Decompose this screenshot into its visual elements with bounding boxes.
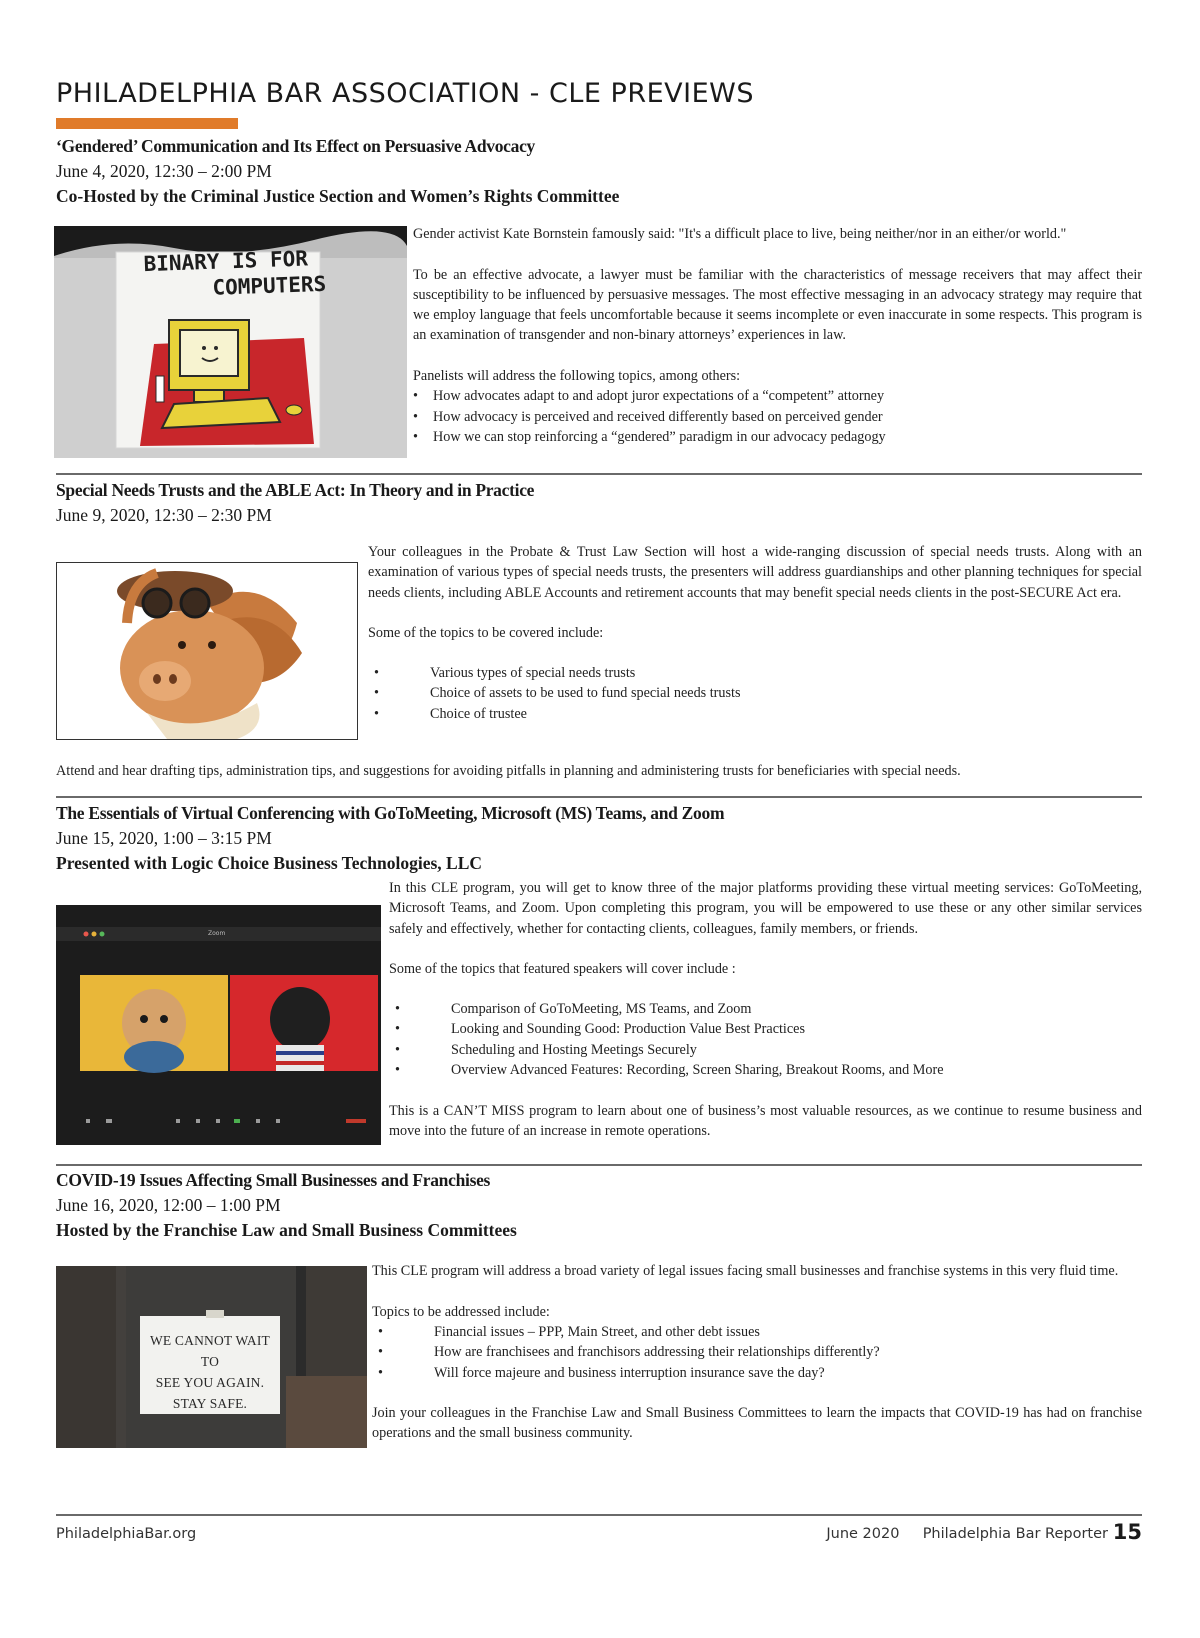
list-item: • Looking and Sounding Good: Production Value Best Practices [395,1021,805,1038]
event-3-date: June 15, 2020, 1:00 – 3:15 PM [56,828,272,848]
event-1-title: ‘Gendered’ Communication and Its Effect on Persuasive Advocacy [56,136,535,156]
section-divider [56,796,1142,798]
page [56,0,1142,1638]
zoom-call-photo [56,905,381,1145]
list-item: • Choice of trustee [374,705,527,722]
event-2-header [56,478,534,528]
zoom-window-title: Zoom [208,930,226,937]
event-1-host: Co-Hosted by the Criminal Justice Section and Women’s Rights Committee [56,186,620,206]
list-item: • Scheduling and Hosting Meetings Securely [395,1041,697,1058]
event-2-date: June 9, 2020, 12:30 – 2:30 PM [56,505,272,525]
footer-publication [826,1526,1108,1542]
list-item: • Overview Advanced Features: Recording, Screen Sharing, Breakout Rooms, and More [395,1061,944,1078]
list-item: • Choice of assets to be used to fund special needs trusts [374,685,741,702]
flying-pig-photo [56,562,358,740]
event-4-date: June 16, 2020, 12:00 – 1:00 PM [56,1195,281,1215]
page-number: 15 [1112,1520,1142,1544]
event-3-description [389,878,1142,979]
list-item: • How are franchisees and franchisors addressing their relationships differently? [378,1344,880,1361]
list-item: • How we can stop reinforcing a “gendered” paradigm in our advocacy pedagogy [413,428,886,445]
event-4-closing: Join your colleagues in the Franchise Law and Small Business Committees to learn the impacts that COVID-19 has had on franchise operations and the small business community. [372,1405,1142,1442]
event-2-description [368,542,1142,643]
event-1-paragraph: Panelists will address the following topics, among others: [413,368,741,385]
list-item: • Will force majeure and business interruption insurance save the day? [378,1364,825,1381]
event-3-paragraph: In this CLE program, you will get to know three of the major platforms providing these virtual meeting services: GoToMeeting, Microsoft Teams, and Zoom. Upon completing this program, you will be empowered to use these or any other similar services safely and effectively, whether for contacting clients, colleagues, family members, or friends. [389,880,1142,937]
footer-site-link[interactable]: PhiladelphiaBar.org [56,1526,197,1542]
title-accent-bar [56,118,238,129]
footer-issue: June 2020 [826,1526,900,1542]
event-1-description [413,224,1142,447]
list-item: • Financial issues – PPP, Main Street, and other debt issues [378,1324,760,1340]
event-4-paragraph: This CLE program will address a broad variety of legal issues facing small businesses and franchise systems in this very fluid time. [372,1263,1119,1279]
photo-sign-text: WE CANNOT WAIT TO SEE YOU AGAIN. STAY SAFE. [149,1333,271,1411]
event-3-host: Presented with Logic Choice Business Technologies, LLC [56,853,483,873]
event-4-title: COVID-19 Issues Affecting Small Businesses and Franchises [56,1170,491,1190]
event-1-date: June 4, 2020, 12:30 – 2:00 PM [56,161,272,181]
page-title: PHILADELPHIA BAR ASSOCIATION - CLE PREVIEWS [56,78,754,109]
binary-computers-photo [54,226,407,458]
section-divider [56,473,1142,475]
event-4-header [56,1168,517,1243]
event-2-paragraph: Your colleagues in the Probate & Trust Law Section will host a wide-ranging discussion of special needs trusts. Along with an examination of various types of special needs trusts, the presenters will address guardianships and other planning techniques for special needs clients, including ABLE Accounts and retirement accounts that may benefit special needs clients in the post-SECURE Act era. [368,544,1142,601]
footer-publication-name: Philadelphia Bar Reporter [922,1526,1108,1542]
event-1-paragraph: To be an effective advocate, a lawyer must be familiar with the characteristics of message receivers that may affect their susceptibility to be influenced by persuasive messages. The most effective messaging in an advocacy strategy may require that we employ language that feels uncomfortable because it seems incomplete or even inaccurate in some respects. This program is an examination of transgender and non-binary attorneys’ experiences in law. [413,266,1142,344]
event-3-title: The Essentials of Virtual Conferencing with GoToMeeting, Microsoft (MS) Teams, and Zoom [56,803,725,823]
event-4-topic-list [372,1322,1142,1383]
event-1-paragraph: Gender activist Kate Bornstein famously said: "It's a difficult place to live, being neither/nor in an either/or world." [413,226,1067,242]
list-item: • Various types of special needs trusts [374,665,636,681]
event-2-closing: Attend and hear drafting tips, administration tips, and suggestions for avoiding pitfalls in planning and administering trusts for beneficiaries with special needs. [56,763,961,779]
event-3-closing: This is a CAN’T MISS program to learn about one of business’s most valuable resources, as we continue to resume business and move into the future of an increase in remote operations. [389,1103,1142,1140]
section-divider [56,1164,1142,1166]
photo-sign-text: BINARY IS FOR COMPUTERS [143,246,327,300]
closed-sign-photo [56,1266,367,1448]
event-3-topic-list [389,999,1142,1080]
event-2-paragraph: Some of the topics to be covered include: [368,625,604,642]
list-item: • Comparison of GoToMeeting, MS Teams, and Zoom [395,1001,752,1017]
list-item: • How advocates adapt to and adopt juror expectations of a “competent” attorney [413,388,885,405]
event-3-paragraph: Some of the topics that featured speakers will cover include : [389,961,736,978]
event-4-paragraph: Topics to be addressed include: [372,1303,550,1320]
footer-divider [56,1514,1142,1516]
event-2-title: Special Needs Trusts and the ABLE Act: In Theory and in Practice [56,480,535,500]
event-4-host: Hosted by the Franchise Law and Small Business Committees [56,1220,517,1240]
event-2-topic-list [368,663,1142,724]
event-1-topic-list [413,386,1142,447]
list-item: • How advocacy is perceived and received differently based on perceived gender [413,408,883,425]
event-4-description [372,1261,1142,1322]
event-3-header [56,801,724,876]
event-1-header [56,134,619,209]
